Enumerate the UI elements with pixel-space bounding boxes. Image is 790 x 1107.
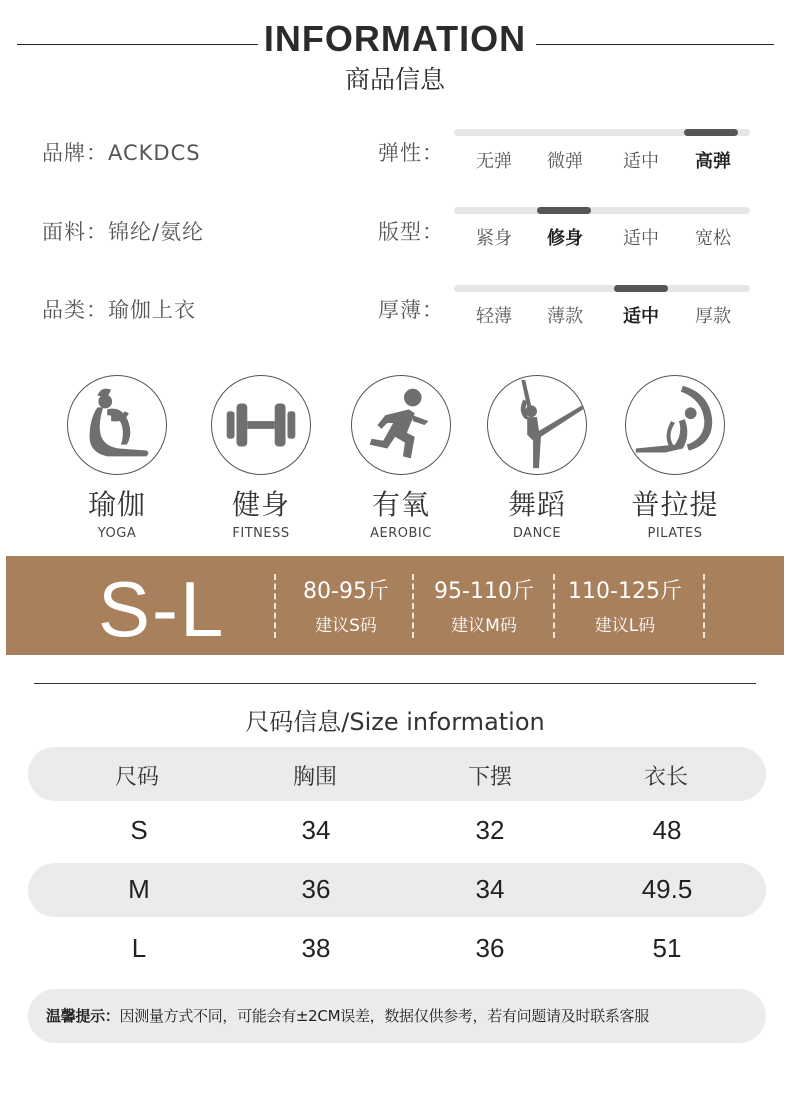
runner-icon	[351, 375, 451, 475]
activity-name-en: DANCE	[512, 526, 562, 541]
table-cell: M	[128, 874, 150, 904]
brand-info: 品牌：ACKDCS	[42, 141, 201, 165]
table-header-cell: 胸围	[292, 765, 337, 790]
band-column-l	[555, 574, 695, 636]
scale-marker	[537, 207, 591, 214]
dumbbell-icon	[211, 375, 311, 475]
table-header-cell: 衣长	[643, 765, 688, 790]
table-cell: 48	[652, 815, 682, 845]
fabric-info: 面料：锦纶/氨纶	[42, 220, 205, 244]
category-info: 品类：瑜伽上衣	[42, 298, 196, 322]
weight-range: 95-110斤	[434, 579, 534, 604]
page-title: INFORMATION	[263, 18, 527, 59]
scale-option: 适中	[623, 228, 659, 249]
scale-option: 宽松	[695, 228, 731, 249]
weight-range: 80-95斤	[303, 579, 389, 604]
table-header-cell: 下摆	[467, 765, 512, 790]
table-cell: 34	[301, 815, 331, 845]
table-cell: 36	[475, 933, 505, 963]
weight-range: 110-125斤	[568, 579, 682, 604]
measurement-tip	[28, 989, 766, 1043]
size-section-title: 尺码信息/Size information	[245, 708, 545, 736]
scale-option: 厚款	[695, 306, 731, 327]
table-cell: 36	[301, 874, 331, 904]
scale-track	[454, 285, 750, 292]
scale-option: 轻薄	[476, 306, 512, 327]
scale-option: 适中	[623, 306, 659, 327]
scale-marker	[684, 129, 738, 136]
size-range: S-L	[98, 565, 226, 653]
activity-name: 普拉提	[631, 488, 719, 521]
table-header-cell: 尺码	[114, 765, 159, 790]
size-suggestion: 建议L码	[594, 616, 656, 636]
scale-track	[454, 207, 750, 214]
table-cell: 49.5	[641, 874, 693, 904]
scale-option: 修身	[547, 228, 583, 249]
scale-option: 适中	[623, 151, 659, 172]
scale-label: 弹性：	[378, 141, 444, 165]
band-column-s	[276, 574, 416, 636]
dancer-icon	[487, 375, 587, 475]
pilates-pose-icon	[625, 375, 725, 475]
size-suggestion: 建议M码	[451, 616, 517, 636]
table-cell: 34	[475, 874, 505, 904]
scale-option: 高弹	[695, 151, 731, 172]
page-subtitle: 商品信息	[344, 65, 445, 94]
activity-name-en: YOGA	[97, 526, 137, 541]
activity-name: 健身	[231, 488, 290, 521]
scale-marker	[614, 285, 668, 292]
tip-text-line	[46, 1005, 649, 1026]
scale-option: 微弹	[547, 151, 583, 172]
activity-name-en: FITNESS	[232, 526, 290, 541]
band-column-m	[414, 574, 554, 636]
activity-name: 瑜伽	[87, 488, 146, 521]
band-divider	[703, 574, 705, 638]
table-cell: 32	[475, 815, 505, 845]
section-divider	[34, 683, 756, 684]
scale-label: 版型：	[378, 220, 444, 244]
activity-name-en: PILATES	[647, 526, 703, 541]
table-cell: 38	[301, 933, 331, 963]
tip-text: 因测量方式不同，可能会有±2CM误差，数据仅供参考，若有问题请及时联系客服	[119, 1007, 649, 1025]
table-cell: S	[130, 815, 148, 845]
scale-track	[454, 129, 750, 136]
activity-name: 舞蹈	[507, 488, 566, 521]
scale-option: 薄款	[547, 306, 583, 327]
scale-label: 厚薄：	[378, 298, 444, 322]
table-cell: 51	[652, 933, 682, 963]
scale-option: 无弹	[476, 151, 512, 172]
size-suggestion: 建议S码	[315, 616, 377, 636]
table-cell: L	[131, 933, 147, 963]
scale-option: 紧身	[476, 228, 512, 249]
tip-label: 温馨提示：	[46, 1007, 120, 1025]
activity-name-en: AEROBIC	[370, 526, 432, 541]
activity-name: 有氧	[371, 488, 430, 521]
size-range-band	[6, 556, 784, 655]
yoga-pose-icon	[67, 375, 167, 475]
